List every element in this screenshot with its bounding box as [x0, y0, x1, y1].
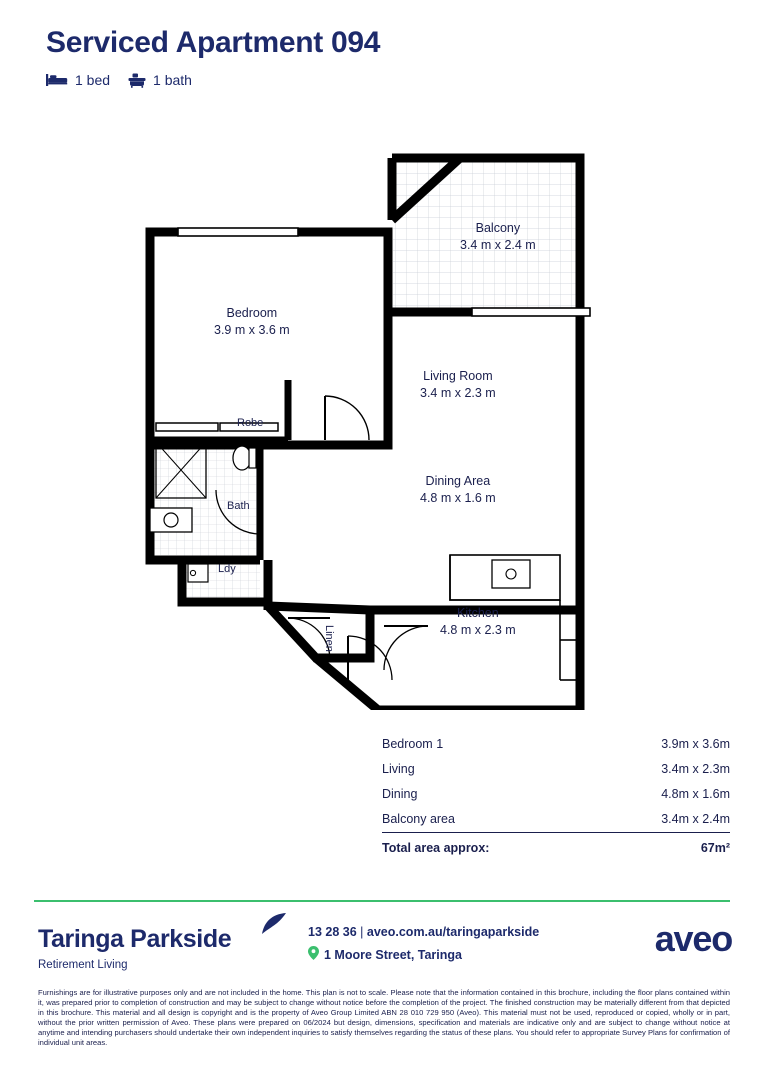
leaf-icon — [262, 913, 288, 940]
area-row-name: Dining — [382, 787, 418, 801]
table-row — [382, 807, 730, 832]
table-row — [382, 757, 730, 782]
spec-bed-label: 1 bed — [75, 72, 111, 88]
total-area-value: 67m² — [700, 841, 730, 855]
area-row-name: Living — [382, 762, 415, 776]
room-label-linen: Linen — [323, 625, 335, 652]
area-row-dims: 3.9m x 3.6m — [661, 737, 730, 751]
location-pin-icon — [308, 946, 319, 963]
bath-icon — [128, 73, 146, 88]
contact-line-1 — [308, 925, 539, 939]
area-row-name: Bedroom 1 — [382, 737, 444, 751]
room-label-ldy: Ldy — [218, 563, 236, 575]
contact-block — [308, 925, 539, 963]
aveo-logo: aveo — [654, 918, 732, 959]
area-summary-table — [382, 732, 730, 859]
website-link[interactable]: aveo.com.au/taringaparkside — [366, 925, 540, 939]
table-row — [382, 732, 730, 757]
community-brand — [38, 925, 231, 971]
spec-bath — [128, 72, 192, 88]
room-label-bedroom: Bedroom 3.9 m x 3.6 m — [214, 306, 290, 337]
disclaimer-text: Furnishings are for illustrative purposes only and are not included in the home. This plan is not to scale. Please note that the information contained in this brochure, including the floor plans contained within it, was prepared prior to completion of construction and may be subject to change without notice before the completion of the project. The finished construction may be materially different from that depicted in this brochure. This material and all design is copyright and is the property of Aveo Group Limited ABN 28 010 729 950 (Aveo). This material must not be used, reproduced or copied, wholly or in part, without the prior written permission of Aveo. These plans were prepared on 06/2024 but design, dimensions, specification and materials are indicative only and are subject to change without notice at anytime and intending purchasers should undertake their own independent inquiries to satisfy themselves regarding the status of these plans. You should refer to appropriate Survey Plans for confirmation of individual unit areas. — [38, 988, 730, 1048]
community-tagline: Retirement Living — [38, 959, 128, 971]
total-area-row — [382, 832, 730, 859]
contact-line-2 — [308, 946, 539, 963]
area-row-name: Balcony area — [382, 812, 455, 826]
floor-plan-drawing — [120, 140, 640, 710]
contact-separator: | — [360, 925, 364, 939]
page-header — [46, 26, 380, 88]
spec-bath-label: 1 bath — [153, 72, 192, 88]
room-label-dining: Dining Area 4.8 m x 1.6 m — [420, 474, 496, 505]
area-row-dims: 4.8m x 1.6m — [661, 787, 730, 801]
table-row — [382, 782, 730, 807]
room-label-kitchen: Kitchen 4.8 m x 2.3 m — [440, 606, 516, 637]
area-row-dims: 3.4m x 2.4m — [661, 812, 730, 826]
spec-bed — [46, 72, 110, 88]
footer-divider — [34, 900, 730, 902]
bed-icon — [46, 73, 68, 87]
page-title: Serviced Apartment 094 — [46, 26, 381, 59]
community-name: Taringa Parkside — [38, 925, 232, 953]
address-text: 1 Moore Street, Taringa — [324, 947, 462, 962]
property-specs — [46, 72, 380, 88]
floor-plan — [120, 140, 640, 710]
area-row-dims: 3.4m x 2.3m — [661, 762, 730, 776]
room-label-balcony: Balcony 3.4 m x 2.4 m — [460, 221, 536, 252]
room-label-robe: Robe — [237, 417, 264, 429]
total-area-label: Total area approx: — [382, 841, 490, 855]
room-label-living: Living Room 3.4 m x 2.3 m — [420, 369, 496, 400]
room-label-bath: Bath — [227, 500, 250, 512]
phone-number[interactable]: 13 28 36 — [308, 925, 357, 939]
